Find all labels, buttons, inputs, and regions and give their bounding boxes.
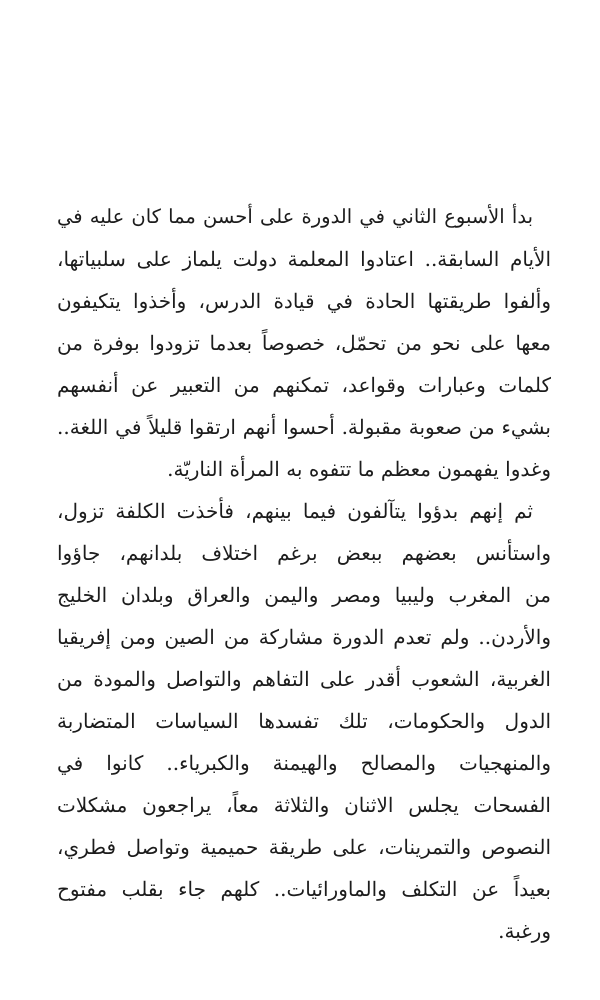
paragraph-line: ورغبة.	[498, 919, 551, 943]
paragraph-2	[57, 490, 551, 952]
paragraph-line: وغدوا يفهمون معظم ما تتفوه به المرأة الناريّة.	[167, 457, 551, 481]
paragraph-line: والمنهجيات والمصالح والهيمنة والكبرياء.. كانوا في	[57, 751, 551, 775]
paragraph-line: بدأ الأسبوع الثاني في الدورة على أحسن مما كان عليه في	[57, 205, 533, 228]
paragraph-line: وألفوا طريقتها الحادة في قيادة الدرس، وأخذوا يتكيفون	[57, 289, 551, 313]
paragraph-line: النصوص والتمرينات، على طريقة حميمية وتواصل فطري،	[57, 835, 551, 859]
paragraph-line: الأيام السابقة.. اعتادوا المعلمة دولت يلماز على سلبياتها،	[57, 247, 551, 271]
paragraph-line: بعيداً عن التكلف والماورائيات.. كلهم جاء بقلب مفتوح	[57, 877, 551, 901]
paragraph-line: ثم إنهم بدؤوا يتآلفون فيما بينهم، فأخذت الكلفة تزول،	[57, 499, 533, 523]
paragraph-line: معها على نحو من تحمّل، خصوصاً بعدما تزودوا بوفرة من	[57, 331, 551, 355]
paragraph-line: والأردن.. ولم تعدم الدورة مشاركة من الصين ومن إفريقيا	[57, 625, 551, 649]
paragraph-line: الغربية، الشعوب أقدر على التفاهم والتواصل والمودة من	[57, 667, 551, 691]
paragraph-line: من المغرب وليبيا ومصر واليمن والعراق وبلدان الخليج	[57, 583, 551, 607]
paragraph-line: بشيء من صعوبة مقبولة. أحسوا أنهم ارتقوا قليلاً في اللغة..	[57, 415, 551, 439]
body-text	[57, 196, 551, 952]
paragraph-line: كلمات وعبارات وقواعد، تمكنهم من التعبير عن أنفسهم	[57, 373, 551, 397]
paragraph-1	[57, 196, 551, 490]
paragraph-line: الفسحات يجلس الاثنان والثلاثة معاً، يراجعون مشكلات	[57, 793, 551, 817]
paragraph-line: الدول والحكومات، تلك تفسدها السياسات المتضاربة	[57, 709, 551, 733]
paragraph-line: واستأنس بعضهم ببعض برغم اختلاف بلدانهم، جاؤوا	[57, 541, 551, 565]
